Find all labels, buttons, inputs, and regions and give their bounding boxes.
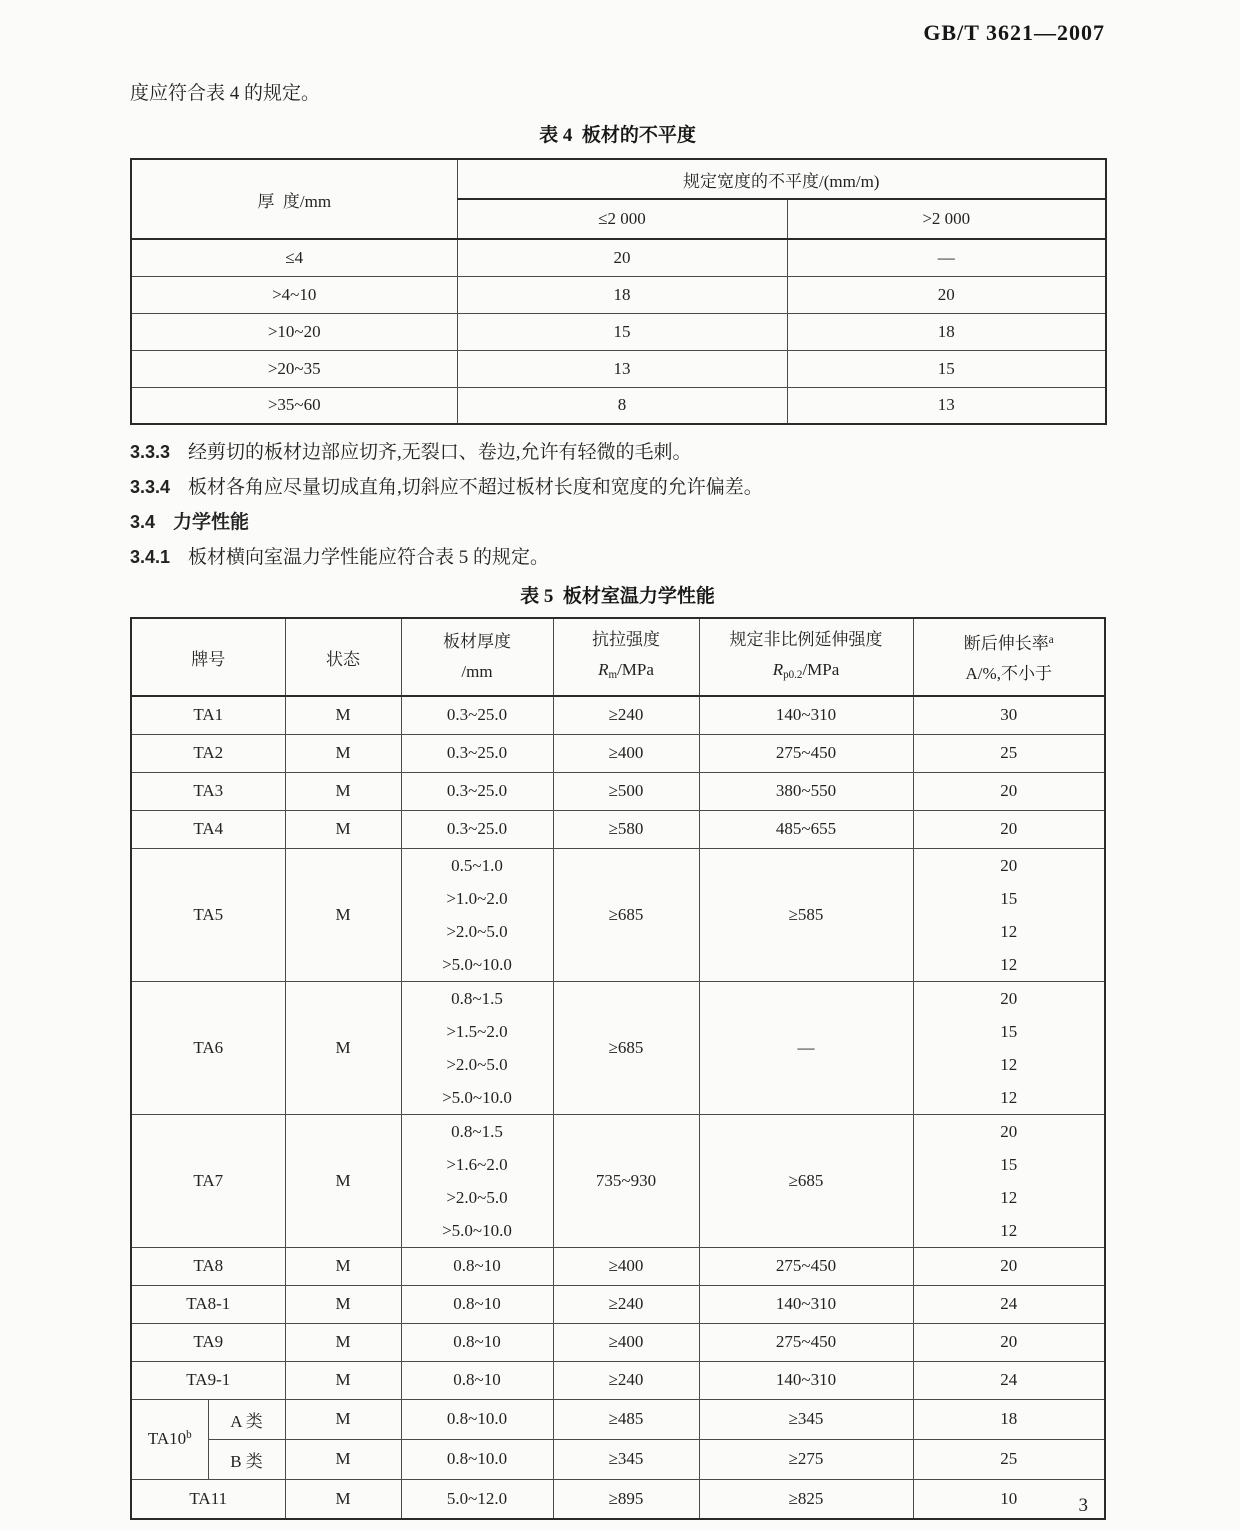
cell-gt: 18 <box>787 313 1106 350</box>
cell-thickness: 0.3~25.0 <box>401 810 553 848</box>
cell-rm: ≥400 <box>553 734 699 772</box>
cell-state: M <box>285 1361 401 1399</box>
cell-rm: ≥580 <box>553 810 699 848</box>
standard-number: GB/T 3621—2007 <box>923 20 1105 45</box>
cell-gt: — <box>787 239 1106 276</box>
cell-state: M <box>285 1285 401 1323</box>
table4-row-le4 <box>131 239 1106 276</box>
cell-thickness: 0.3~25.0 <box>401 734 553 772</box>
cell-elongation: 20 <box>913 772 1105 810</box>
cell-rp: ≥585 <box>699 848 913 981</box>
cell-elongation: 20 <box>913 1247 1105 1285</box>
table5-row-ta11 <box>131 1479 1105 1519</box>
clause-text: 经剪切的板材边部应切齐,无裂口、卷边,允许有轻微的毛刺。 <box>188 442 692 463</box>
cell-grade-ta10: TA10$^b$ <box>131 1399 208 1479</box>
cell-thickness: >35~60 <box>131 387 457 424</box>
table5-row-ta3 <box>131 772 1105 810</box>
clause-3-3-4 <box>130 476 1105 499</box>
cell-rm: ≥895 <box>553 1479 699 1519</box>
cell-state: M <box>285 810 401 848</box>
table4-row-10-20 <box>131 313 1106 350</box>
table5-col-state: 状态 <box>285 618 401 696</box>
cell-thickness-list: 0.8~1.5 >1.6~2.0 >2.0~5.0 >5.0~10.0 <box>401 1114 553 1247</box>
clause-number: 3.3.4 <box>130 477 171 497</box>
cell-rm: ≥240 <box>553 1285 699 1323</box>
cell-state: M <box>285 1323 401 1361</box>
cell-elongation: 20 <box>913 1323 1105 1361</box>
table5-row-ta5 <box>131 848 1105 981</box>
clause-number: 3.4.1 <box>130 547 171 567</box>
cell-grade: TA9-1 <box>131 1361 285 1399</box>
table5-row-ta2 <box>131 734 1105 772</box>
cell-grade: TA5 <box>131 848 285 981</box>
table5-col-yield: 规定非比例延伸强度 $R_{p0.2}$/MPa <box>699 618 913 696</box>
cell-thickness: >20~35 <box>131 350 457 387</box>
cell-state: M <box>285 734 401 772</box>
cell-thickness: >10~20 <box>131 313 457 350</box>
table4-header-row1 <box>131 159 1106 199</box>
cell-rp: 275~450 <box>699 1323 913 1361</box>
cell-le: 15 <box>457 313 787 350</box>
cell-elongation: 24 <box>913 1285 1105 1323</box>
cell-rp: ≥275 <box>699 1439 913 1479</box>
cell-thickness: >4~10 <box>131 276 457 313</box>
table5-row-ta6 <box>131 981 1105 1114</box>
cell-rp: ≥345 <box>699 1399 913 1439</box>
cell-thickness-list: 0.5~1.0 >1.0~2.0 >2.0~5.0 >5.0~10.0 <box>401 848 553 981</box>
cell-le: 20 <box>457 239 787 276</box>
cell-state: M <box>285 1114 401 1247</box>
table5-row-ta10-b <box>131 1439 1105 1479</box>
cell-grade: TA1 <box>131 696 285 734</box>
cell-thickness: 0.8~10 <box>401 1247 553 1285</box>
table5-title: 表 5 板材室温力学性能 <box>520 586 715 607</box>
cell-rm: ≥345 <box>553 1439 699 1479</box>
table5-row-ta8 <box>131 1247 1105 1285</box>
table4-subcol-le2000: ≤2 000 <box>457 199 787 239</box>
table4-col-flatness: 规定宽度的不平度/(mm/m) <box>457 159 1106 199</box>
clause-number: 3.4 <box>130 512 156 532</box>
cell-rm: ≥485 <box>553 1399 699 1439</box>
cell-rm: ≥240 <box>553 696 699 734</box>
table4-row-20-35 <box>131 350 1106 387</box>
cell-elongation: 25 <box>913 1439 1105 1479</box>
cell-rp: 485~655 <box>699 810 913 848</box>
cell-thickness: 0.8~10 <box>401 1323 553 1361</box>
cell-gt: 13 <box>787 387 1106 424</box>
cell-class: B 类 <box>208 1439 285 1479</box>
cell-class: A 类 <box>208 1399 285 1439</box>
cell-thickness: 0.3~25.0 <box>401 772 553 810</box>
cell-state: M <box>285 772 401 810</box>
cell-state: M <box>285 696 401 734</box>
cell-rp: 275~450 <box>699 734 913 772</box>
cell-rm: ≥400 <box>553 1323 699 1361</box>
cell-rp: — <box>699 981 913 1114</box>
clause-3-4-1 <box>130 546 1105 569</box>
intro-paragraph: 度应符合表 4 的规定。 <box>130 83 321 104</box>
cell-rp: ≥685 <box>699 1114 913 1247</box>
cell-le: 18 <box>457 276 787 313</box>
table4-row-35-60 <box>131 387 1106 424</box>
cell-rm: 735~930 <box>553 1114 699 1247</box>
table5-col-tensile: 抗拉强度 $R_m$/MPa <box>553 618 699 696</box>
cell-grade: TA11 <box>131 1479 285 1519</box>
cell-le: 13 <box>457 350 787 387</box>
clause-3-3-3 <box>130 441 1105 464</box>
symbol-Rm: R <box>598 659 609 679</box>
cell-grade: TA9 <box>131 1323 285 1361</box>
cell-rp: 140~310 <box>699 696 913 734</box>
table5-col-elongation: 断后伸长率$^a$ A/%,不小于 <box>913 618 1105 696</box>
cell-grade: TA4 <box>131 810 285 848</box>
cell-grade: TA7 <box>131 1114 285 1247</box>
cell-rp: 140~310 <box>699 1361 913 1399</box>
cell-elongation: 30 <box>913 696 1105 734</box>
table5-row-ta4 <box>131 810 1105 848</box>
cell-elongation: 10 <box>913 1479 1105 1519</box>
cell-thickness: 0.8~10 <box>401 1285 553 1323</box>
cell-grade: TA6 <box>131 981 285 1114</box>
symbol-Rp02: R <box>772 659 784 679</box>
cell-elongation: 18 <box>913 1399 1105 1439</box>
cell-state: M <box>285 981 401 1114</box>
clause-number: 3.3.3 <box>130 442 171 462</box>
cell-elongation: 20 <box>913 810 1105 848</box>
cell-elongation: 24 <box>913 1361 1105 1399</box>
cell-rp: 140~310 <box>699 1285 913 1323</box>
clause-text: 板材横向室温力学性能应符合表 5 的规定。 <box>188 547 550 568</box>
cell-rm: ≥685 <box>553 981 699 1114</box>
table5-row-ta1 <box>131 696 1105 734</box>
cell-thickness-list: 0.8~1.5 >1.5~2.0 >2.0~5.0 >5.0~10.0 <box>401 981 553 1114</box>
table4-title: 表 4 板材的不平度 <box>539 125 696 146</box>
cell-thickness: 0.8~10.0 <box>401 1439 553 1479</box>
cell-elongation-list: 20 15 12 12 <box>913 981 1105 1114</box>
cell-rm: ≥400 <box>553 1247 699 1285</box>
cell-rp: 380~550 <box>699 772 913 810</box>
table5-row-ta9-1 <box>131 1361 1105 1399</box>
table5-row-ta10-a <box>131 1399 1105 1439</box>
table5-col-grade: 牌号 <box>131 618 285 696</box>
clause-heading: 力学性能 <box>173 512 250 533</box>
table5-row-ta7 <box>131 1114 1105 1247</box>
table5-row-ta9 <box>131 1323 1105 1361</box>
cell-state: M <box>285 848 401 981</box>
cell-state: M <box>285 1247 401 1285</box>
page-number: 3 <box>1078 1495 1088 1516</box>
table4-flatness <box>130 158 1107 425</box>
cell-rp: ≥825 <box>699 1479 913 1519</box>
table5-header-row <box>131 618 1105 696</box>
cell-elongation-list: 20 15 12 12 <box>913 848 1105 981</box>
clause-text: 板材各角应尽量切成直角,切斜应不超过板材长度和宽度的允许偏差。 <box>188 477 763 498</box>
footnote-marker-b: b <box>186 1428 192 1441</box>
cell-state: M <box>285 1479 401 1519</box>
cell-state: M <box>285 1399 401 1439</box>
table5-mechanical-properties <box>130 617 1106 1520</box>
cell-gt: 15 <box>787 350 1106 387</box>
table4-subcol-gt2000: >2 000 <box>787 199 1106 239</box>
cell-rm: ≥685 <box>553 848 699 981</box>
cell-elongation: 25 <box>913 734 1105 772</box>
table5-col-thickness: 板材厚度 /mm <box>401 618 553 696</box>
table5-row-ta8-1 <box>131 1285 1105 1323</box>
cell-thickness: ≤4 <box>131 239 457 276</box>
cell-elongation-list: 20 15 12 12 <box>913 1114 1105 1247</box>
clause-3-4 <box>130 511 1105 534</box>
cell-grade: TA3 <box>131 772 285 810</box>
cell-thickness: 5.0~12.0 <box>401 1479 553 1519</box>
cell-rp: 275~450 <box>699 1247 913 1285</box>
cell-thickness: 0.3~25.0 <box>401 696 553 734</box>
table4-col-thickness: 厚 度/mm <box>131 159 457 239</box>
cell-state: M <box>285 1439 401 1479</box>
cell-thickness: 0.8~10 <box>401 1361 553 1399</box>
cell-grade: TA8-1 <box>131 1285 285 1323</box>
footnote-marker-a: a <box>1048 633 1054 646</box>
cell-thickness: 0.8~10.0 <box>401 1399 553 1439</box>
cell-le: 8 <box>457 387 787 424</box>
table4-row-4-10 <box>131 276 1106 313</box>
cell-grade: TA2 <box>131 734 285 772</box>
cell-rm: ≥500 <box>553 772 699 810</box>
cell-grade: TA8 <box>131 1247 285 1285</box>
cell-gt: 20 <box>787 276 1106 313</box>
cell-rm: ≥240 <box>553 1361 699 1399</box>
